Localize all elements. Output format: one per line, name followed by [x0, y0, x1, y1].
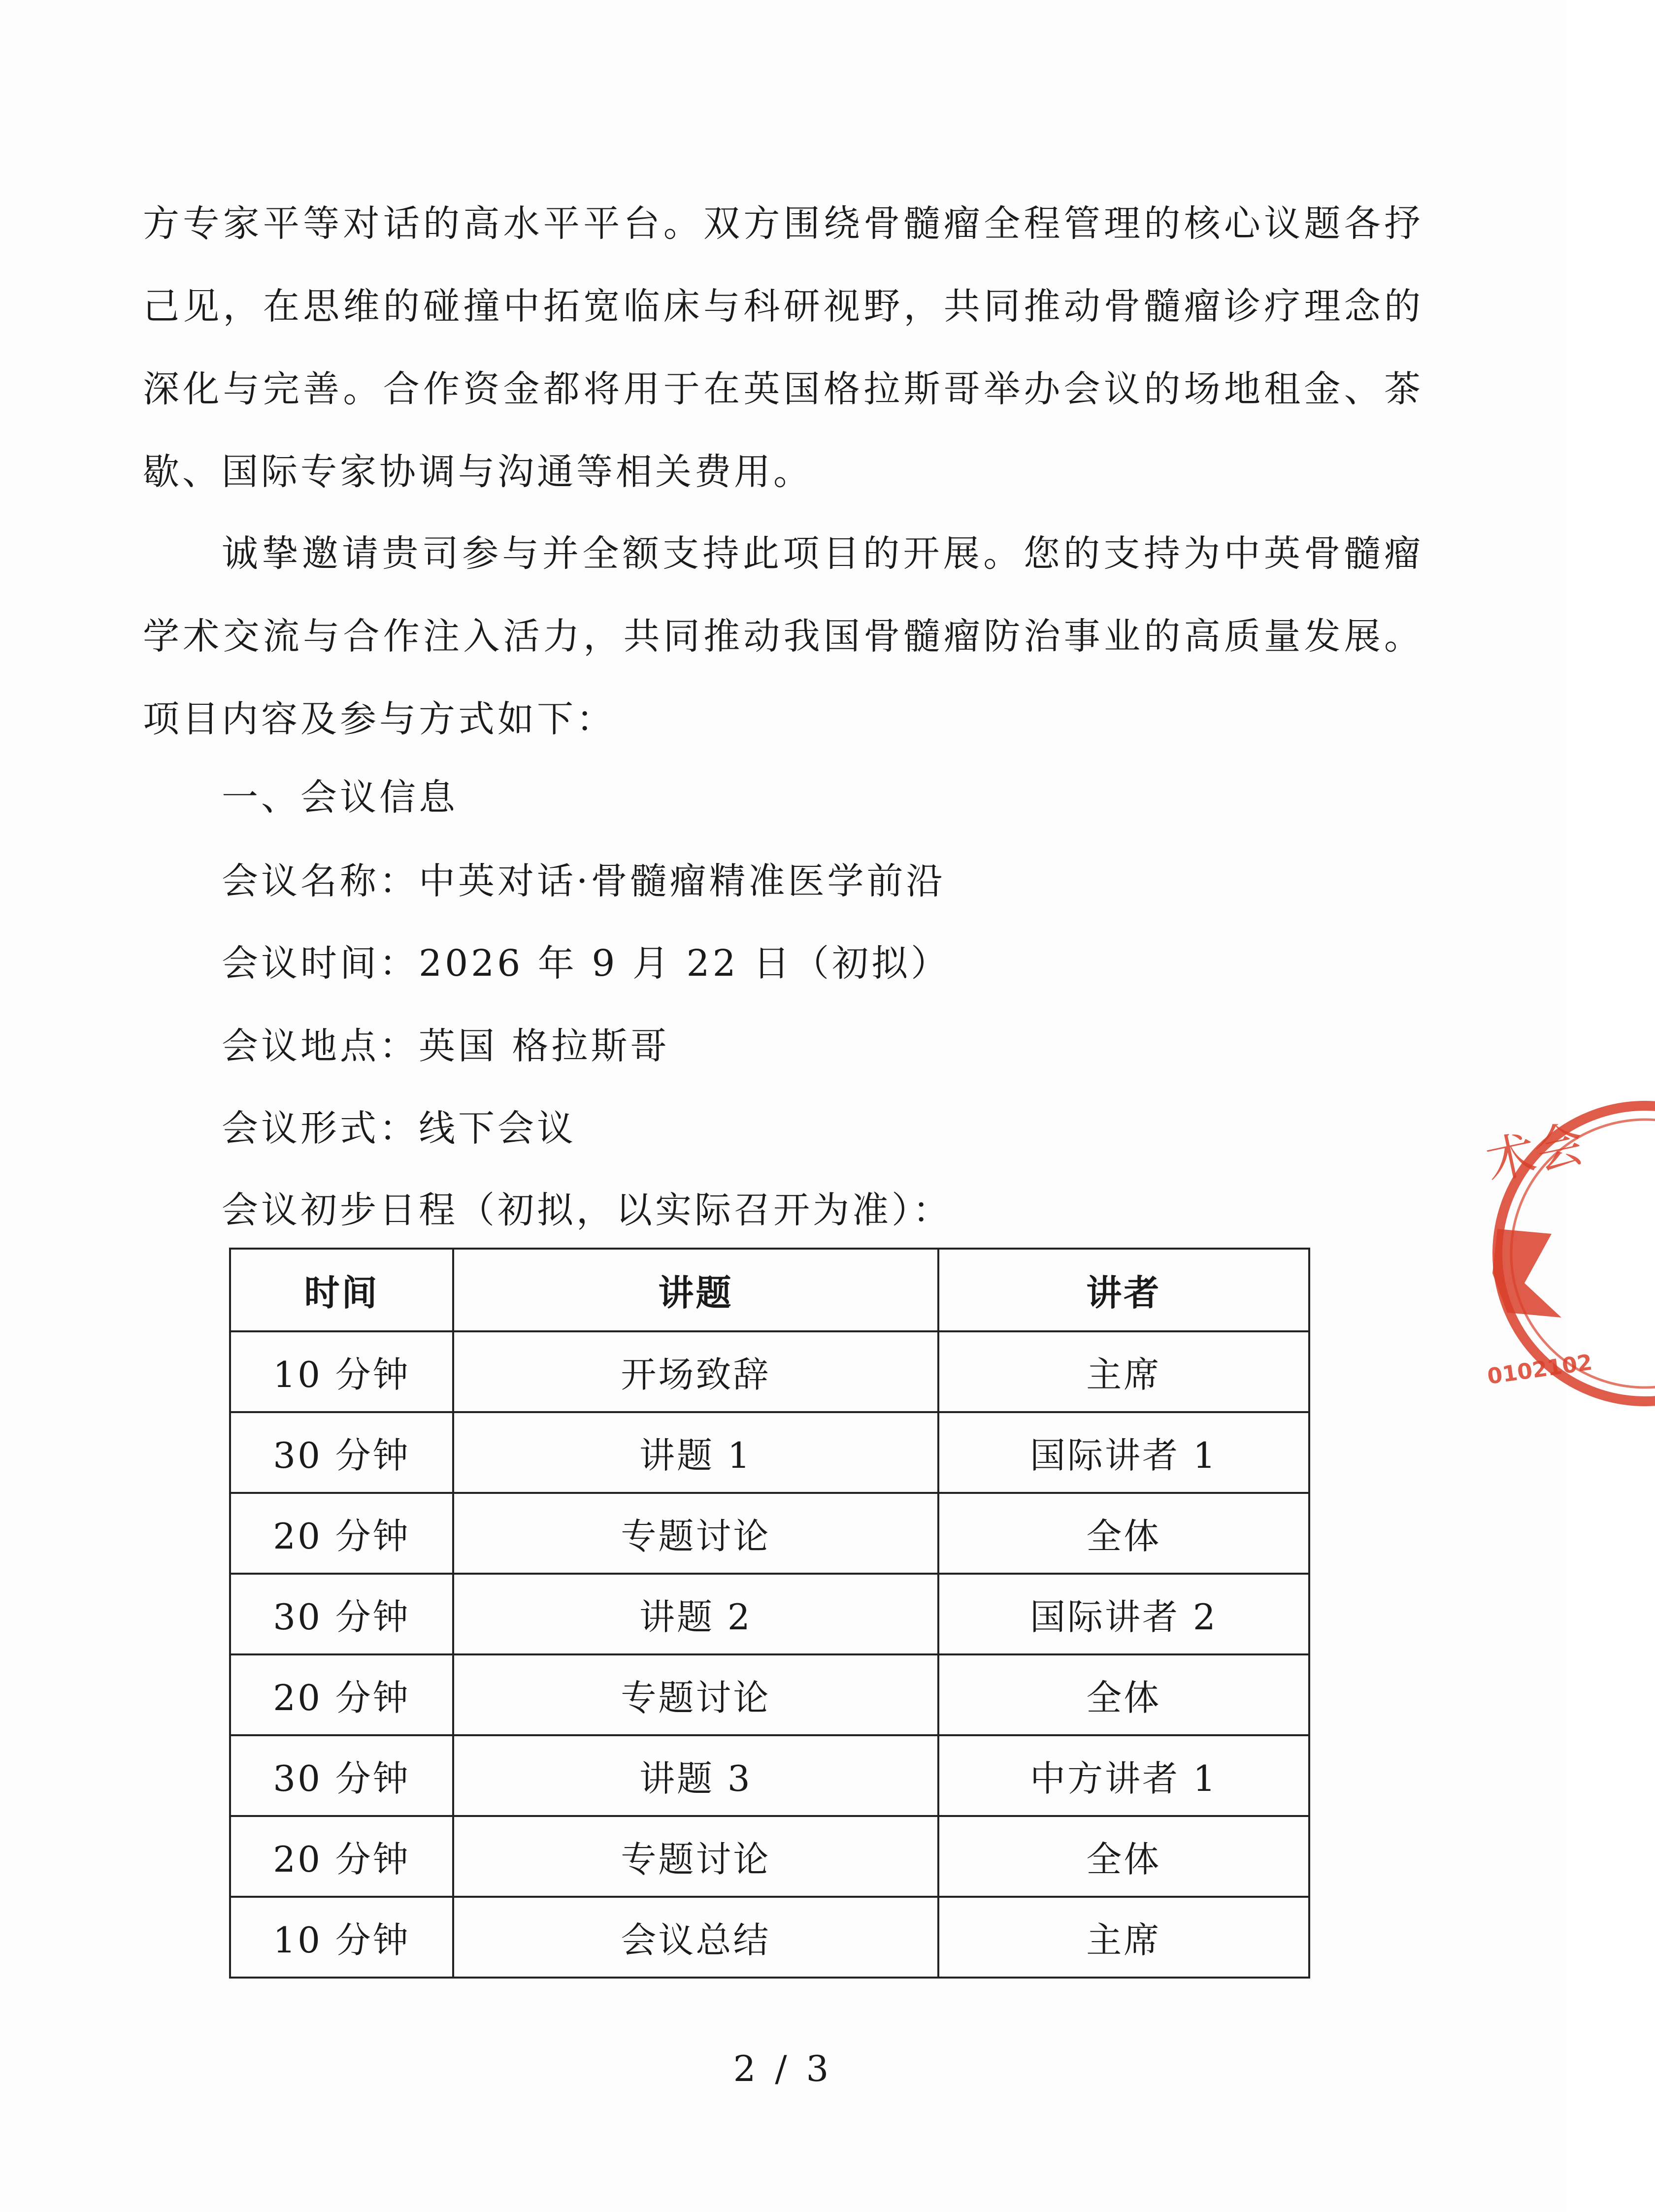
- cell-time: 10 分钟: [230, 1897, 453, 1978]
- cell-time: 10 分钟: [230, 1331, 453, 1412]
- table-row: [230, 1897, 1309, 1978]
- cell-topic: 讲题 2: [453, 1574, 938, 1654]
- header-topic: 讲题: [453, 1249, 938, 1331]
- cell-time: 30 分钟: [230, 1412, 453, 1493]
- table-row: [230, 1493, 1309, 1574]
- cell-time: 20 分钟: [230, 1493, 453, 1574]
- cell-speaker: 中方讲者 1: [938, 1735, 1309, 1816]
- header-speaker: 讲者: [938, 1249, 1309, 1331]
- cell-speaker: 主席: [938, 1897, 1309, 1978]
- table-row: [230, 1735, 1309, 1816]
- table-row: [230, 1654, 1309, 1735]
- cell-speaker: 国际讲者 2: [938, 1574, 1309, 1654]
- cell-speaker: 全体: [938, 1654, 1309, 1735]
- cell-speaker: 全体: [938, 1493, 1309, 1574]
- cell-time: 20 分钟: [230, 1654, 453, 1735]
- cell-speaker: 国际讲者 1: [938, 1412, 1309, 1493]
- seal-number: 0102102: [1486, 1350, 1594, 1389]
- cell-time: 30 分钟: [230, 1574, 453, 1654]
- page-number: 2 / 3: [733, 2048, 833, 2089]
- schedule-table: [229, 1248, 1310, 1979]
- cell-topic: 会议总结: [453, 1897, 938, 1978]
- table-row: [230, 1412, 1309, 1493]
- cell-topic: 讲题 3: [453, 1735, 938, 1816]
- body-paragraph-2: 诚挚邀请贵司参与并全额支持此项目的开展。您的支持为中英骨髓瘤学术交流与合作注入活力，共同推动我国骨髓瘤防治事业的高质量发展。项目内容及参与方式如下：: [143, 532, 1423, 740]
- section-heading-meeting-info: 一、会议信息: [222, 776, 458, 819]
- cell-speaker: 全体: [938, 1816, 1309, 1897]
- table-row: [230, 1574, 1309, 1654]
- header-time: 时间: [230, 1249, 453, 1331]
- table-row: [230, 1816, 1309, 1897]
- partial-seal-stamp: [1478, 1086, 1655, 1421]
- schedule-header-row: [230, 1249, 1309, 1331]
- meeting-name: 会议名称：中英对话·骨髓瘤精准医学前沿: [222, 860, 946, 902]
- cell-speaker: 主席: [938, 1331, 1309, 1412]
- cell-topic: 开场致辞: [453, 1331, 938, 1412]
- cell-time: 20 分钟: [230, 1816, 453, 1897]
- cell-topic: 讲题 1: [453, 1412, 938, 1493]
- body-paragraph-1: 方专家平等对话的高水平平台。双方围绕骨髓瘤全程管理的核心议题各抒己见，在思维的碰撞中拓宽临床与科研视野，共同推动骨髓瘤诊疗理念的深化与完善。合作资金都将用于在英国格拉斯哥举办会议的场地租金、茶歇、国际专家协调与沟通等相关费用。: [143, 202, 1423, 493]
- meeting-format: 会议形式：线下会议: [222, 1107, 576, 1150]
- cell-topic: 专题讨论: [453, 1493, 938, 1574]
- seal-text: 术会: [1481, 1114, 1589, 1191]
- table-row: [230, 1331, 1309, 1412]
- schedule-caption: 会议初步日程（初拟，以实际召开为准）：: [222, 1189, 952, 1231]
- meeting-location: 会议地点：英国 格拉斯哥: [222, 1025, 670, 1067]
- cell-time: 30 分钟: [230, 1735, 453, 1816]
- cell-topic: 专题讨论: [453, 1816, 938, 1897]
- seal-star-icon: [1492, 1229, 1561, 1318]
- cell-topic: 专题讨论: [453, 1654, 938, 1735]
- meeting-time: 会议时间：2026 年 9 月 22 日（初拟）: [222, 942, 951, 985]
